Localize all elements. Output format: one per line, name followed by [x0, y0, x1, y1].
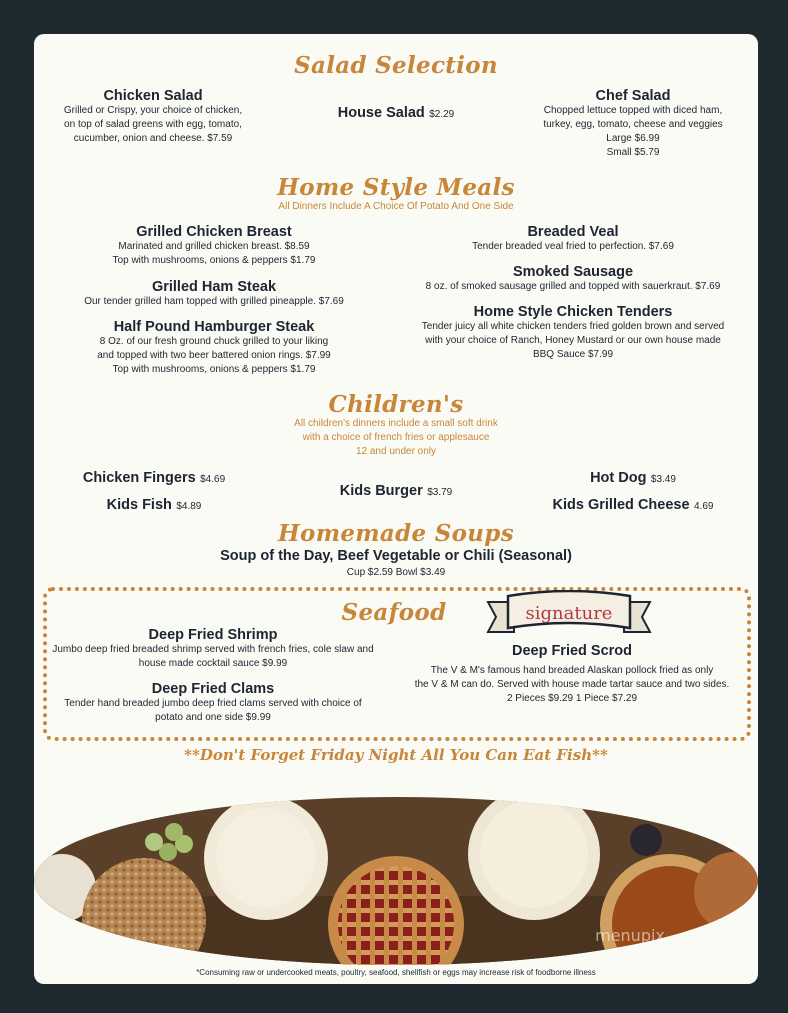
item-name: House Salad — [337, 105, 425, 121]
item-name: Deep Fried Shrimp — [148, 627, 278, 643]
salad-title: Salad Selection — [294, 52, 498, 79]
item-price: $4.69 — [200, 474, 226, 485]
grilled-chicken-breast — [54, 224, 374, 268]
item-desc: Top with mushrooms, onions & peppers $1.79 — [112, 364, 316, 375]
item-desc: the V & M can do. Served with house made tartar sauce and two sides. — [414, 679, 730, 690]
item-desc: potato and one side $9.99 — [155, 712, 271, 723]
menupix-watermark: menupix — [595, 926, 665, 945]
item-desc: Tender hand breaded jumbo deep fried clams served with choice of — [64, 698, 362, 709]
deep-fried-clams — [48, 681, 378, 725]
childrens-note: with a choice of french fries or applesauce — [302, 432, 490, 443]
deep-fried-scrod — [402, 643, 742, 706]
item-name: Kids Grilled Cheese — [552, 497, 690, 513]
item-desc: Marinated and grilled chicken breast. $8.59 — [118, 241, 310, 252]
item-desc: The V & M's famous hand breaded Alaskan pollock fried as only — [430, 665, 714, 676]
item-name: Chicken Salad — [103, 88, 203, 104]
item-name: Grilled Chicken Breast — [136, 224, 292, 240]
hamburger-steak — [54, 319, 374, 377]
item-name: Breaded Veal — [527, 224, 619, 240]
smoked-sausage — [408, 264, 738, 294]
deep-fried-shrimp — [48, 627, 378, 671]
item-name: Chef Salad — [595, 88, 671, 104]
item-desc: cucumber, onion and cheese. $7.59 — [73, 133, 233, 144]
item-name: Deep Fried Scrod — [511, 643, 633, 659]
childrens-title: Children's — [328, 391, 464, 418]
item-desc: 8 Oz. of our fresh ground chuck grilled to your liking — [99, 336, 329, 347]
item-name: Kids Burger — [339, 483, 423, 499]
house-salad — [296, 104, 496, 122]
home-style-title: Home Style Meals — [277, 174, 515, 201]
item-desc: Grilled or Crispy, your choice of chicken, — [63, 105, 243, 116]
grilled-ham-steak — [54, 279, 374, 309]
item-name: Half Pound Hamburger Steak — [113, 319, 315, 335]
item-name: Smoked Sausage — [512, 264, 634, 280]
hot-dog — [518, 469, 748, 487]
home-style-subtitle: All Dinners Include A Choice Of Potato And One Side — [278, 201, 514, 212]
chicken-tenders — [408, 304, 738, 362]
item-price: $4.89 — [176, 501, 202, 512]
item-price: $2.29 — [429, 109, 455, 120]
item-desc: Jumbo deep fried breaded shrimp served with french fries, cole slaw and — [52, 644, 374, 655]
item-desc: house made cocktail sauce $9.99 — [138, 658, 288, 669]
chicken-salad — [34, 88, 272, 146]
footnote: *Consuming raw or undercooked meats, poultry, seafood, shellfish or eggs may increase risk of foodborne illness — [196, 968, 596, 977]
item-name: Kids Fish — [106, 497, 172, 513]
item-desc: Tender juicy all white chicken tenders fried golden brown and served — [421, 321, 725, 332]
soups-title: Homemade Soups — [278, 520, 514, 547]
item-name: Hot Dog — [590, 470, 647, 486]
item-desc: Large $6.99 — [606, 133, 660, 144]
chef-salad — [518, 88, 748, 160]
childrens-note: All children's dinners include a small soft drink — [294, 418, 498, 429]
item-desc: Chopped lettuce topped with diced ham, — [543, 105, 723, 116]
signature-banner-text: signature — [525, 603, 613, 624]
item-price: $3.79 — [427, 487, 453, 498]
chicken-fingers — [54, 469, 254, 487]
item-name: Grilled Ham Steak — [151, 279, 277, 295]
kids-burger — [296, 482, 496, 500]
item-name: Deep Fried Clams — [151, 681, 275, 697]
soups-price: Cup $2.59 Bowl $3.49 — [346, 567, 446, 578]
item-desc: 8 oz. of smoked sausage grilled and topped with sauerkraut. $7.69 — [425, 281, 721, 292]
item-desc: and topped with two beer battered onion rings. $7.99 — [97, 350, 331, 361]
soups-line: Soup of the Day, Beef Vegetable or Chili (Seasonal) — [220, 548, 572, 564]
item-price: $3.49 — [650, 474, 676, 485]
item-desc: Tender breaded veal fried to perfection. $7.69 — [472, 241, 674, 252]
item-desc: turkey, egg, tomato, cheese and veggies — [543, 119, 723, 130]
childrens-note: 12 and under only — [355, 446, 437, 457]
friday-fish-note: **Don't Forget Friday Night All You Can Eat Fish** — [184, 746, 608, 764]
kids-grilled-cheese — [518, 496, 748, 514]
menu-page — [34, 34, 758, 984]
seafood-title: Seafood — [341, 599, 447, 626]
item-desc: with your choice of Ranch, Honey Mustard or our own house made — [425, 335, 721, 346]
pies-photo — [34, 796, 758, 966]
item-name: Chicken Fingers — [82, 470, 196, 486]
breaded-veal — [408, 224, 738, 254]
signature-banner-icon — [480, 590, 658, 646]
item-desc: BBQ Sauce $7.99 — [532, 349, 614, 360]
item-price: 4.69 — [693, 501, 714, 512]
item-name: Home Style Chicken Tenders — [473, 304, 673, 320]
childrens-notes — [34, 417, 758, 459]
item-desc: 2 Pieces $9.29 1 Piece $7.29 — [506, 693, 638, 704]
item-desc: on top of salad greens with egg, tomato, — [64, 119, 242, 130]
item-desc: Small $5.79 — [606, 147, 660, 158]
item-desc: Our tender grilled ham topped with grilled pineapple. $7.69 — [84, 296, 344, 307]
item-desc: Top with mushrooms, onions & peppers $1.79 — [112, 255, 316, 266]
kids-fish — [54, 496, 254, 514]
